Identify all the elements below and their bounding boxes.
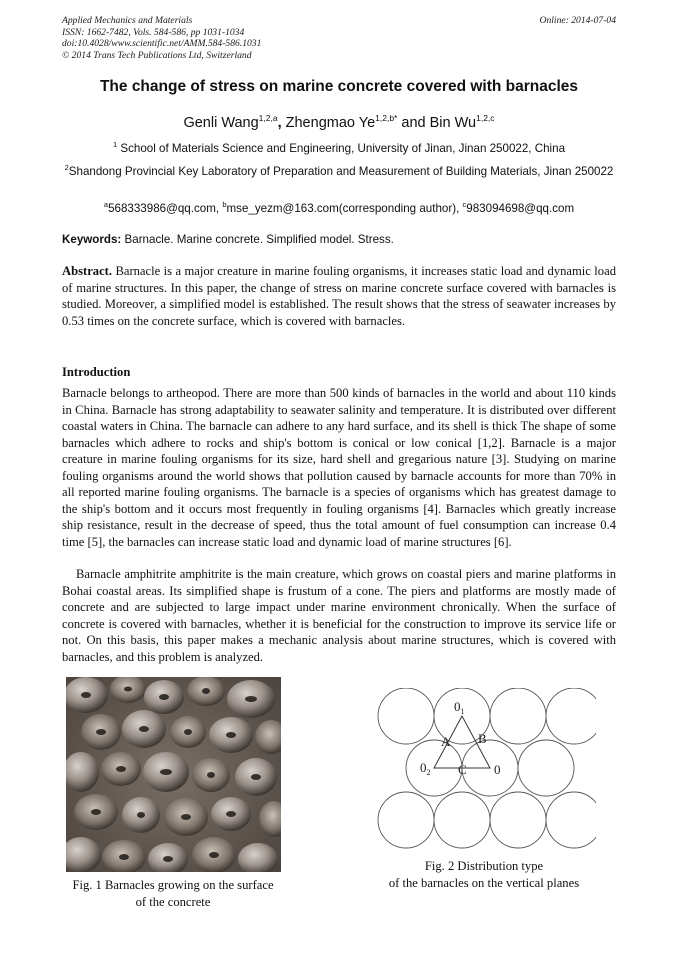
journal-header <box>62 15 616 61</box>
fig2-caption-line1: Fig. 2 Distribution type <box>424 859 544 873</box>
fig2-caption-line2: of the barnacles on the vertical planes <box>388 875 580 890</box>
intro-paragraph-1: Barnacle belongs to artheopod. There are more than 500 kinds of barnacles in the world and about 110 kinds in China. Barnacle has strong adaptability to seawater salinity and temperature. It is distributed over different coastal waters in China. The barnacle can adhere to any hard surface, and its shell is thick The shape of some barnacles which adhere to rocks and ship's bottom is conical or low conical [1,2]. Barnacle is a major creature in marine fouling organisms for its size, hard shell and gregarious nature [3]. Studying on marine fouling organisms around the world shows that pollution caused by barnacle accounts for more than 70% in all reported marine fouling organisms. The barnacle is a species of organisms which has greatest damage to the ship's bottom and it occurs most frequently in fouling organisms [4]. Barnacles which greatly increase ship resistance, result in the decrease of speed, thus the total amount of fuel consumption can increase 0.4 time [5], the barnacles can increase static load and dynamic load of marine structures [6]. <box>62 386 616 549</box>
author-name: Genli Wang <box>183 115 259 131</box>
label-c: C <box>458 762 467 777</box>
affiliation-text: School of Materials Science and Engineering, University of Jinan, Jinan 250022, China <box>120 142 566 155</box>
fig2-caption <box>360 858 608 891</box>
issn-line: ISSN: 1662-7482, Vols. 584-586, pp 1031-1034 <box>62 26 245 38</box>
label-a: A <box>441 734 451 749</box>
abstract <box>62 263 616 329</box>
author-and: and <box>401 115 426 131</box>
intro-paragraph-2: Barnacle amphitrite amphitrite is the main creature, which grows on coastal piers and marine platforms in Bohai coastal areas. Its simplified shape is frustum of a cone. The piers and platforms are mostly made of concrete and are subjected to large impact under marine environment chronically. When the surface of concrete is covered with barnacles, whether it is beneficial for the construction to improve its service life or not. On this basis, this paper makes a mechanic analysis about marine structures, which is covered with barnacles, and this problem is analyzed. <box>62 567 616 664</box>
affiliation-marker: 2 <box>64 163 69 172</box>
affiliation-marker: 1 <box>112 140 118 149</box>
keywords-label: Keywords: <box>62 233 122 246</box>
journal-name: Applied Mechanics and Materials <box>62 15 193 26</box>
barnacle-photo <box>66 677 281 872</box>
barnacle-circle <box>434 792 490 848</box>
author-name: Zhengmao Ye <box>285 115 376 131</box>
barnacle-circle <box>546 792 596 848</box>
online-date: Online: 2014-07-04 <box>539 15 616 26</box>
label-b: B <box>478 731 487 746</box>
email-c[interactable]: 983094698@qq.com <box>466 202 575 215</box>
author-superscript: 1,2,c <box>476 113 495 123</box>
label-o: 0 <box>494 762 501 777</box>
paper-title: The change of stress on marine concrete covered with barnacles <box>99 78 579 95</box>
author-name: Bin Wu <box>429 115 477 131</box>
abstract-text: Barnacle is a major creature in marine fouling organisms, it increases static load and dynamic load of marine structures. In this paper, the change of stress on marine concrete surface covered with barnacles is studied. Moreover, a simplified model is established. The result shows that the stress of seawater increases by 0.53 times on the concrete surface, which is covered with barnacles. <box>62 264 616 328</box>
keywords-text: Barnacle. Marine concrete. Simplified model. Stress. <box>124 233 394 246</box>
email-marker: b <box>222 200 227 209</box>
email-marker: c <box>462 200 467 209</box>
author-line <box>40 113 638 131</box>
email-b[interactable]: mse_yezm@163.com(corresponding author), <box>226 202 463 215</box>
label-o2: $0_2$ <box>420 760 431 777</box>
email-a[interactable]: 568333986@qq.com, <box>108 202 223 215</box>
email-line <box>58 197 620 217</box>
doi-line: doi:10.4028/www.scientific.net/AMM.584-586.1031 <box>62 38 262 49</box>
fig1-caption: Fig. 1 Barnacles growing on the surface of the concrete <box>72 878 274 909</box>
author-superscript: 1,2,a <box>258 113 278 123</box>
section-heading-introduction: Introduction <box>62 365 131 379</box>
barnacle-circle <box>378 688 434 744</box>
copyright-line: © 2014 Trans Tech Publications Ltd, Switzerland <box>62 49 252 61</box>
barnacle-circle <box>518 740 574 796</box>
label-o1: $0_1$ <box>454 699 465 716</box>
barnacle-circle <box>546 688 596 744</box>
affiliation-2 <box>58 160 620 180</box>
author-superscript: 1,2,b* <box>375 113 398 123</box>
barnacle-distribution-diagram <box>372 688 596 854</box>
email-marker: a <box>103 200 109 209</box>
barnacle-circle <box>490 792 546 848</box>
barnacle-circle <box>378 792 434 848</box>
abstract-label: Abstract. <box>62 264 113 278</box>
author-separator: , <box>277 115 282 131</box>
keywords <box>62 233 618 246</box>
barnacle-circle <box>490 688 546 744</box>
affiliation-1 <box>58 137 620 157</box>
affiliation-text: Shandong Provincial Key Laboratory of Preparation and Measurement of Building Materials, Jinan 250022 <box>68 165 614 178</box>
